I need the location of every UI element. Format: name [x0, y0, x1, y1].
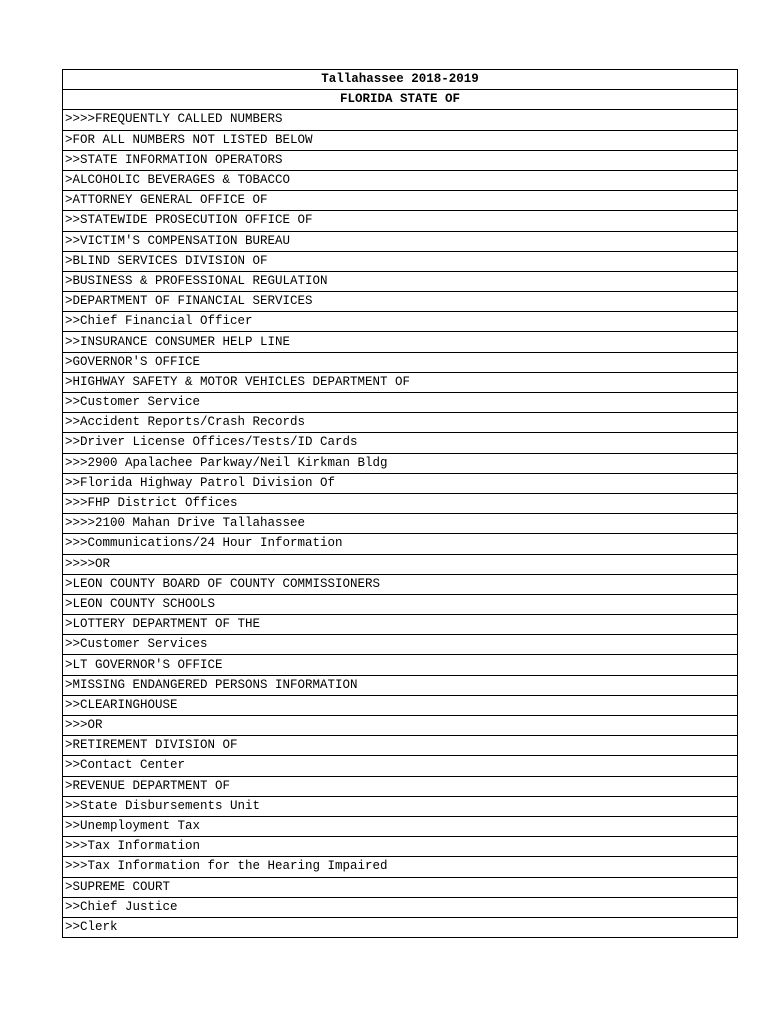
table-row — [63, 635, 738, 655]
table-cell: >REVENUE DEPARTMENT OF — [63, 776, 738, 796]
table-row — [63, 231, 738, 251]
table-cell: >>VICTIM'S COMPENSATION BUREAU — [63, 231, 738, 251]
table-row — [63, 574, 738, 594]
directory-table — [62, 69, 738, 938]
table-row — [63, 433, 738, 453]
table-cell: >>Unemployment Tax — [63, 816, 738, 836]
table-row — [63, 170, 738, 190]
table-row — [63, 413, 738, 433]
table-row — [63, 857, 738, 877]
table-row — [63, 917, 738, 937]
table-cell: >>State Disbursements Unit — [63, 796, 738, 816]
table-row — [63, 655, 738, 675]
table-cell: >LEON COUNTY BOARD OF COUNTY COMMISSIONERS — [63, 574, 738, 594]
table-cell: >>>>FREQUENTLY CALLED NUMBERS — [63, 110, 738, 130]
table-row — [63, 736, 738, 756]
table-row — [63, 877, 738, 897]
table-row — [63, 897, 738, 917]
table-cell: >>Clerk — [63, 917, 738, 937]
table-row — [63, 110, 738, 130]
table-row — [63, 191, 738, 211]
table-row — [63, 594, 738, 614]
table-cell: >FOR ALL NUMBERS NOT LISTED BELOW — [63, 130, 738, 150]
table-row — [63, 150, 738, 170]
table-subtitle: FLORIDA STATE OF — [63, 90, 738, 110]
subtitle-row — [63, 90, 738, 110]
table-cell: >>STATEWIDE PROSECUTION OFFICE OF — [63, 211, 738, 231]
table-cell: >HIGHWAY SAFETY & MOTOR VEHICLES DEPARTMENT OF — [63, 372, 738, 392]
table-cell: >>>Tax Information for the Hearing Impaired — [63, 857, 738, 877]
table-cell: >>>FHP District Offices — [63, 493, 738, 513]
table-cell: >>CLEARINGHOUSE — [63, 695, 738, 715]
table-row — [63, 393, 738, 413]
table-cell: >>>>2100 Mahan Drive Tallahassee — [63, 514, 738, 534]
table-row — [63, 332, 738, 352]
table-cell: >>>2900 Apalachee Parkway/Neil Kirkman Bldg — [63, 453, 738, 473]
table-row — [63, 473, 738, 493]
table-cell: >>Contact Center — [63, 756, 738, 776]
table-cell: >>>OR — [63, 716, 738, 736]
table-row — [63, 352, 738, 372]
table-cell: >BLIND SERVICES DIVISION OF — [63, 251, 738, 271]
table-row — [63, 534, 738, 554]
table-cell: >RETIREMENT DIVISION OF — [63, 736, 738, 756]
table-row — [63, 837, 738, 857]
table-cell: >>STATE INFORMATION OPERATORS — [63, 150, 738, 170]
table-cell: >>>>OR — [63, 554, 738, 574]
table-row — [63, 130, 738, 150]
table-row — [63, 756, 738, 776]
table-cell: >>Chief Justice — [63, 897, 738, 917]
table-cell: >LOTTERY DEPARTMENT OF THE — [63, 615, 738, 635]
table-row — [63, 312, 738, 332]
table-row — [63, 211, 738, 231]
table-row — [63, 554, 738, 574]
table-row — [63, 675, 738, 695]
table-cell: >>>Tax Information — [63, 837, 738, 857]
table-cell: >>>Communications/24 Hour Information — [63, 534, 738, 554]
table-cell: >SUPREME COURT — [63, 877, 738, 897]
table-cell: >>Driver License Offices/Tests/ID Cards — [63, 433, 738, 453]
directory-table-body — [63, 70, 738, 938]
table-cell: >>Accident Reports/Crash Records — [63, 413, 738, 433]
table-cell: >>Customer Services — [63, 635, 738, 655]
table-cell: >DEPARTMENT OF FINANCIAL SERVICES — [63, 292, 738, 312]
table-row — [63, 453, 738, 473]
table-cell: >>Customer Service — [63, 393, 738, 413]
table-row — [63, 493, 738, 513]
table-cell: >MISSING ENDANGERED PERSONS INFORMATION — [63, 675, 738, 695]
table-title: Tallahassee 2018-2019 — [63, 70, 738, 90]
table-row — [63, 695, 738, 715]
table-row — [63, 816, 738, 836]
table-cell: >>Florida Highway Patrol Division Of — [63, 473, 738, 493]
table-row — [63, 716, 738, 736]
table-row — [63, 292, 738, 312]
table-row — [63, 372, 738, 392]
table-cell: >ATTORNEY GENERAL OFFICE OF — [63, 191, 738, 211]
table-cell: >>INSURANCE CONSUMER HELP LINE — [63, 332, 738, 352]
table-cell: >LT GOVERNOR'S OFFICE — [63, 655, 738, 675]
table-row — [63, 796, 738, 816]
table-cell: >BUSINESS & PROFESSIONAL REGULATION — [63, 271, 738, 291]
table-row — [63, 615, 738, 635]
table-row — [63, 251, 738, 271]
title-row — [63, 70, 738, 90]
table-cell: >ALCOHOLIC BEVERAGES & TOBACCO — [63, 170, 738, 190]
table-cell: >>Chief Financial Officer — [63, 312, 738, 332]
table-cell: >GOVERNOR'S OFFICE — [63, 352, 738, 372]
table-row — [63, 776, 738, 796]
table-row — [63, 514, 738, 534]
table-cell: >LEON COUNTY SCHOOLS — [63, 594, 738, 614]
table-row — [63, 271, 738, 291]
